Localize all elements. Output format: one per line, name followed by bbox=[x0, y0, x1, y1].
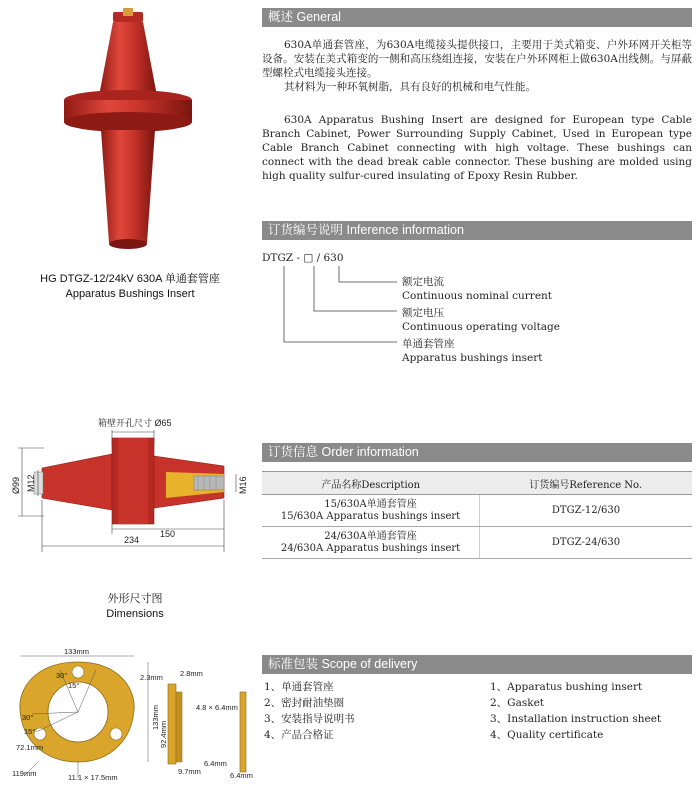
general-en-para: 630A Apparatus Bushing Insert are designed for European type Cable Branch Cabinet, Power Surrounding Supply Cabinet, Used in European type Cable Branch Cabinet connecting with high voltage. These bushings can connect with the dead break cable connector. These bushing are molded using high quality sulfur-cured insulating of Epoxy Resin Rubber. bbox=[262, 114, 692, 182]
dim-150: 150 bbox=[160, 529, 176, 539]
scope-cn-2: 2、密封耐油垫圈 bbox=[264, 697, 345, 709]
inference-item-3-en: Apparatus bushings insert bbox=[402, 352, 543, 364]
flange-drawing bbox=[8, 648, 258, 788]
inference-item-2-cn: 额定电压 bbox=[402, 307, 444, 319]
flange-t97: 9.7mm bbox=[178, 767, 201, 776]
scope-en-4: 4、Quality certificate bbox=[490, 729, 604, 741]
table-row bbox=[262, 495, 692, 527]
flange-a15-left: 15° bbox=[24, 727, 36, 736]
order-col-desc: 产品名称Description bbox=[262, 472, 480, 495]
inference-header: 订货编号说明 Inference information bbox=[262, 221, 692, 240]
general-cn-para1: 630A单通套管座，为630A电缆接头提供接口，主要用于美式箱变、户外环网开关柜等设备。安装在美式箱变的一侧和高压绕组连接，安装在户外环网柜上做630A出线侧。与屏蔽型螺栓式电缆接头连接。 bbox=[262, 39, 692, 79]
code-prefix: DTGZ - bbox=[262, 252, 300, 264]
general-cn-para2: 其材料为一种环氧树脂，具有良好的机械和电气性能。 bbox=[284, 81, 536, 93]
order-table bbox=[262, 471, 692, 559]
flange-h924: 92.4mm bbox=[159, 720, 168, 748]
dimension-drawing bbox=[11, 412, 254, 552]
flange-h133: 133mm bbox=[151, 704, 160, 730]
order-row-desc bbox=[262, 527, 480, 559]
code-suffix: / 630 bbox=[316, 252, 344, 264]
order-header: 订货信息 Order information bbox=[262, 443, 692, 462]
scope-cn-4: 4、产品合格证 bbox=[264, 729, 334, 741]
cutout-label: 箱壁开孔尺寸 Ø65 bbox=[98, 418, 172, 428]
inference-item-2-en: Continuous operating voltage bbox=[402, 321, 560, 333]
product-caption bbox=[10, 272, 250, 302]
order-row-desc-en: 15/630A Apparatus bushings insert bbox=[280, 510, 461, 522]
flange-r721: 72.1mm bbox=[16, 743, 44, 752]
table-row bbox=[262, 527, 692, 559]
dim-234: 234 bbox=[124, 535, 140, 545]
inference-item-1-cn: 额定电流 bbox=[402, 276, 444, 288]
scope-en-2: 2、Gasket bbox=[490, 697, 545, 709]
order-row-desc bbox=[262, 495, 480, 527]
dimensions-caption-en: Dimensions bbox=[106, 608, 164, 620]
order-col-ref: 订货编号Reference No. bbox=[480, 472, 693, 495]
flange-w133: 133mm bbox=[64, 647, 90, 656]
order-row-desc-cn: 15/630A单通套管座 bbox=[324, 498, 417, 510]
dimensions-caption bbox=[60, 592, 210, 622]
flange-a15-top: 15° bbox=[68, 681, 80, 690]
product-photo bbox=[55, 8, 215, 263]
inference-leader-lines bbox=[262, 262, 412, 372]
flange-t64a: 6.4mm bbox=[204, 759, 227, 768]
scope-header: 标准包装 Scope of delivery bbox=[262, 655, 692, 674]
inference-item-1-en: Continuous nominal current bbox=[402, 290, 553, 302]
scope-cn-1: 1、单通套管座 bbox=[264, 681, 334, 693]
order-row-desc-cn: 24/630A单通套管座 bbox=[324, 530, 417, 542]
scope-en-3: 3、Installation instruction sheet bbox=[490, 713, 662, 725]
product-caption-line2: Apparatus Bushings Insert bbox=[65, 288, 195, 300]
order-table-header-row bbox=[262, 472, 692, 495]
flange-t23: 2.3mm bbox=[140, 673, 163, 682]
flange-a30-top: 30° bbox=[56, 671, 68, 680]
flange-r119: 119mm bbox=[12, 769, 37, 778]
order-row-desc-en: 24/630A Apparatus bushings insert bbox=[280, 542, 461, 554]
flange-t28: 2.8mm bbox=[180, 669, 203, 678]
inference-item-3-cn: 单通套管座 bbox=[402, 338, 455, 350]
flange-slot2: 4.8 × 6.4mm bbox=[196, 703, 238, 712]
scope-cn-3: 3、安装指导说明书 bbox=[264, 713, 355, 725]
dim-m16: M16 bbox=[238, 476, 248, 494]
dim-d99: Ø99 bbox=[11, 476, 21, 494]
order-row-ref: DTGZ-12/630 bbox=[480, 495, 693, 527]
product-caption-line1: HG DTGZ-12/24kV 630A 单通套管座 bbox=[40, 273, 220, 285]
general-header: 概述 General bbox=[262, 8, 692, 27]
dim-m12: M12 bbox=[26, 474, 36, 492]
flange-t64b: 6.4mm bbox=[230, 771, 253, 780]
flange-a30-left: 30° bbox=[22, 713, 34, 722]
flange-slot: 11.1 × 17.5mm bbox=[68, 773, 118, 782]
scope-en-1: 1、Apparatus bushing insert bbox=[490, 681, 643, 693]
dimensions-caption-cn: 外形尺寸图 bbox=[107, 593, 163, 605]
code-box: □ bbox=[303, 252, 314, 264]
order-row-ref: DTGZ-24/630 bbox=[480, 527, 693, 559]
